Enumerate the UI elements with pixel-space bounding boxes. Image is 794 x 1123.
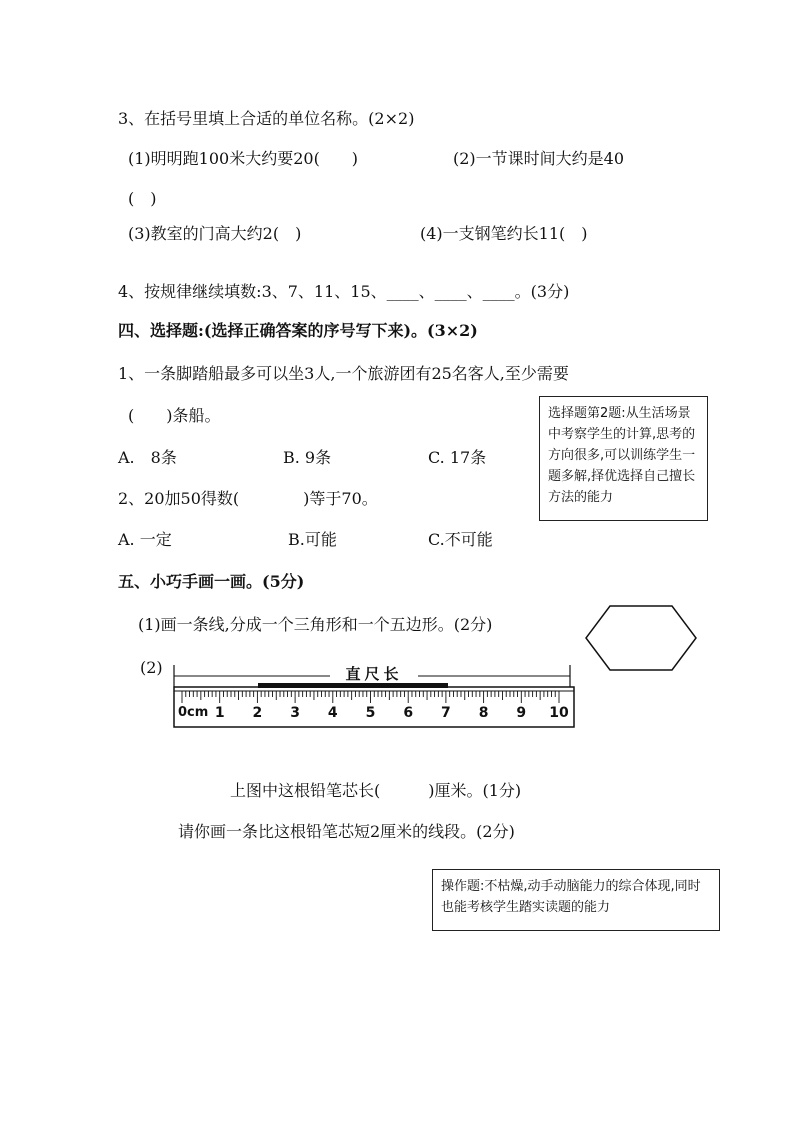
ruler-figure: [170, 663, 580, 733]
q3-item-2: (2)一节课时间大约是40: [453, 149, 625, 168]
ruler-number: 1: [214, 705, 225, 721]
ruler-number: 9: [516, 705, 527, 721]
s4-q1-line2: ( )条船。: [128, 406, 221, 425]
ruler-number: 10: [549, 705, 569, 721]
ruler-number: 5: [365, 705, 376, 721]
section4-heading: 四、选择题:(选择正确答案的序号写下来)。(3×2): [118, 321, 478, 340]
s4-q2-option-b: B.可能: [288, 530, 337, 549]
ruler-title: 直尺长: [338, 665, 410, 683]
ruler-number: 8: [478, 705, 489, 721]
hexagon-shape[interactable]: [584, 604, 698, 672]
pencil-length-question: 上图中这根铅笔芯长( )厘米。(1分): [230, 781, 522, 800]
s4-note-box: 选择题第2题:从生活场景中考察学生的计算,思考的方向很多,可以训练学生一题多解,择优选择自己擅长方法的能力: [539, 396, 708, 521]
s5-note-box: 操作题:不枯燥,动手动脑能力的综合体现,同时也能考核学生踏实读题的能力: [432, 869, 720, 931]
section5-heading: 五、小巧手画一画。(5分): [118, 572, 305, 591]
s4-q2-option-a: A. 一定: [118, 530, 172, 549]
s4-q1-option-c: C. 17条: [428, 448, 487, 467]
ruler-ticks: [182, 691, 559, 703]
s4-q1-option-b: B. 9条: [283, 448, 332, 467]
s4-q1-line1: 1、一条脚踏船最多可以坐3人,一个旅游团有25名客人,至少需要: [118, 364, 569, 383]
s4-q1-option-a: A. 8条: [118, 448, 177, 467]
q3-item-3: (3)教室的门高大约2( ): [128, 224, 302, 243]
ruler-number: 3: [290, 705, 300, 721]
s5-item2-label: (2): [140, 658, 163, 677]
s4-q2-option-c: C.不可能: [428, 530, 493, 549]
ruler-number: 4: [327, 705, 338, 721]
q3-item-1: (1)明明跑100米大约要20( ): [128, 149, 359, 168]
q4-title: 4、按规律继续填数:3、7、11、15、____、____、____。(3分): [118, 282, 570, 301]
q3-title: 3、在括号里填上合适的单位名称。(2×2): [118, 109, 415, 128]
ruler-number: 2: [252, 705, 263, 721]
s4-q2-line: 2、20加50得数( )等于70。: [118, 489, 378, 508]
q3-item-4: (4)一支钢笔约长11( ): [420, 224, 588, 243]
draw-segment-instruction: 请你画一条比这根铅笔芯短2厘米的线段。(2分): [178, 822, 515, 841]
q3-item-2-paren: ( ): [128, 189, 157, 208]
ruler-unit: 0cm: [178, 705, 209, 720]
ruler-number: 7: [441, 705, 451, 721]
ruler-number: 6: [403, 705, 414, 721]
s5-item1: (1)画一条线,分成一个三角形和一个五边形。(2分): [138, 615, 493, 634]
